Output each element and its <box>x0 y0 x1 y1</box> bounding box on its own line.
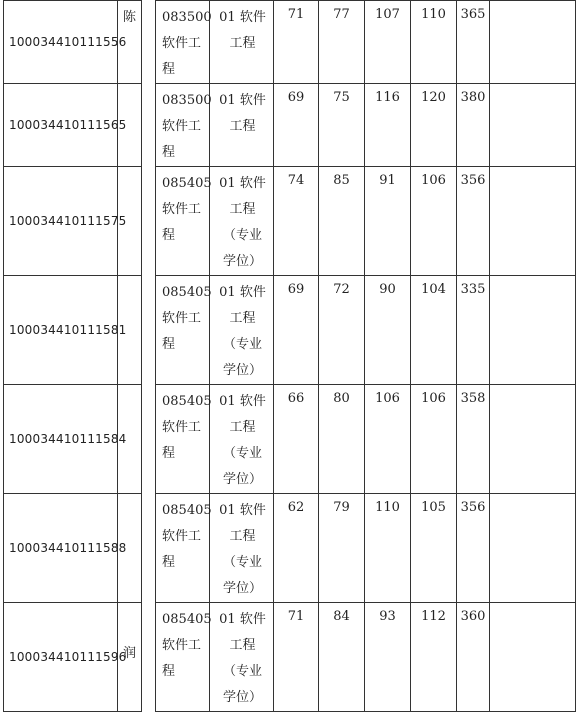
politics-score-cell: 71 <box>274 603 319 712</box>
table-body <box>4 1 576 712</box>
table-row <box>4 603 576 712</box>
table-row <box>4 84 576 167</box>
candidate-name-bottom <box>118 498 141 532</box>
major-name-line: 程 <box>162 145 176 160</box>
total-score-cell: 358 <box>457 385 490 494</box>
candidate-id-cell: 100034410111581 <box>4 276 118 385</box>
research-direction-line: （专业 <box>222 446 262 461</box>
research-direction-line: 工程 <box>229 638 256 653</box>
politics-score-cell: 69 <box>274 276 319 385</box>
major-name-line: 软件工 <box>162 119 202 134</box>
course2-score-cell: 106 <box>411 167 457 276</box>
english-score-cell: 77 <box>319 1 365 84</box>
remark-cell <box>490 1 576 84</box>
research-direction-line: 工程 <box>229 420 256 435</box>
research-direction-cell <box>210 84 274 167</box>
total-score-cell: 365 <box>457 1 490 84</box>
course1-score-cell: 116 <box>365 84 411 167</box>
research-direction-line: 学位） <box>222 254 262 269</box>
politics-score-cell: 74 <box>274 167 319 276</box>
politics-score-cell: 66 <box>274 385 319 494</box>
major-code: 085405 <box>162 612 212 627</box>
major-name-line: 程 <box>162 446 176 461</box>
english-score-cell: 80 <box>319 385 365 494</box>
redaction-gap-cell <box>142 385 156 494</box>
major-code: 083500 <box>162 10 212 25</box>
course1-score-cell: 106 <box>365 385 411 494</box>
major-name-line: 软件工 <box>162 529 202 544</box>
redaction-gap-cell <box>142 84 156 167</box>
major-code-cell <box>156 603 210 712</box>
remark-cell <box>490 167 576 276</box>
research-direction-line: 学位） <box>222 472 262 487</box>
candidate-id-cell: 100034410111596 <box>4 603 118 712</box>
research-direction-line: 工程 <box>229 36 256 51</box>
major-code-cell <box>156 385 210 494</box>
research-direction-cell <box>210 167 274 276</box>
course2-score-cell: 120 <box>411 84 457 167</box>
major-code: 085405 <box>162 394 212 409</box>
candidate-name-bottom <box>118 280 141 314</box>
major-name-line: 程 <box>162 62 176 77</box>
english-score-cell: 85 <box>319 167 365 276</box>
major-code-cell <box>156 494 210 603</box>
remark-cell <box>490 276 576 385</box>
major-name-line: 程 <box>162 337 176 352</box>
major-name-line: 软件工 <box>162 202 202 217</box>
redaction-gap-cell <box>142 603 156 712</box>
course2-score-cell: 105 <box>411 494 457 603</box>
candidate-id-cell: 100034410111565 <box>4 84 118 167</box>
course1-score-cell: 110 <box>365 494 411 603</box>
course1-score-cell: 90 <box>365 276 411 385</box>
research-direction-line: 01 软件 <box>219 285 266 300</box>
candidate-id-cell: 100034410111556 <box>4 1 118 84</box>
research-direction-line: （专业 <box>222 664 262 679</box>
research-direction-line: 01 软件 <box>219 503 266 518</box>
research-direction-line: （专业 <box>222 337 262 352</box>
total-score-cell: 360 <box>457 603 490 712</box>
candidate-name-bottom <box>118 171 141 205</box>
major-code-cell <box>156 276 210 385</box>
politics-score-cell: 71 <box>274 1 319 84</box>
research-direction-cell <box>210 276 274 385</box>
english-score-cell: 75 <box>319 84 365 167</box>
research-direction-line: 学位） <box>222 363 262 378</box>
table-row <box>4 494 576 603</box>
redaction-gap-cell <box>142 494 156 603</box>
redaction-gap-cell <box>142 167 156 276</box>
major-name-line: 程 <box>162 555 176 570</box>
major-name-line: 软件工 <box>162 36 202 51</box>
research-direction-line: 01 软件 <box>219 10 266 25</box>
candidate-name-top: 陈 <box>122 10 136 25</box>
candidate-name-bottom <box>118 389 141 423</box>
research-direction-line: 学位） <box>222 581 262 596</box>
research-direction-line: 工程 <box>229 311 256 326</box>
research-direction-cell <box>210 603 274 712</box>
major-name-line: 软件工 <box>162 638 202 653</box>
remark-cell <box>490 385 576 494</box>
major-code: 085405 <box>162 285 212 300</box>
total-score-cell: 356 <box>457 167 490 276</box>
redaction-gap-cell <box>142 1 156 84</box>
research-direction-line: 01 软件 <box>219 394 266 409</box>
major-code: 085405 <box>162 503 212 518</box>
table-row <box>4 167 576 276</box>
major-name-line: 软件工 <box>162 311 202 326</box>
politics-score-cell: 69 <box>274 84 319 167</box>
english-score-cell: 79 <box>319 494 365 603</box>
candidate-id-cell: 100034410111584 <box>4 385 118 494</box>
research-direction-cell <box>210 1 274 84</box>
research-direction-line: （专业 <box>222 555 262 570</box>
english-score-cell: 72 <box>319 276 365 385</box>
remark-cell <box>490 494 576 603</box>
major-code-cell <box>156 84 210 167</box>
total-score-cell: 380 <box>457 84 490 167</box>
research-direction-line: （专业 <box>222 228 262 243</box>
politics-score-cell: 62 <box>274 494 319 603</box>
course1-score-cell: 93 <box>365 603 411 712</box>
research-direction-line: 工程 <box>229 119 256 134</box>
major-name-line: 程 <box>162 664 176 679</box>
research-direction-cell <box>210 385 274 494</box>
research-direction-line: 01 软件 <box>219 176 266 191</box>
table-row <box>4 385 576 494</box>
table-row <box>4 276 576 385</box>
course2-score-cell: 112 <box>411 603 457 712</box>
english-score-cell: 84 <box>319 603 365 712</box>
research-direction-line: 学位） <box>222 690 262 705</box>
major-code-cell <box>156 167 210 276</box>
research-direction-cell <box>210 494 274 603</box>
major-name-line: 程 <box>162 228 176 243</box>
course1-score-cell: 107 <box>365 1 411 84</box>
research-direction-line: 工程 <box>229 202 256 217</box>
course2-score-cell: 106 <box>411 385 457 494</box>
course2-score-cell: 104 <box>411 276 457 385</box>
research-direction-line: 01 软件 <box>219 93 266 108</box>
research-direction-line: 01 软件 <box>219 612 266 627</box>
major-code: 085405 <box>162 176 212 191</box>
research-direction-line: 工程 <box>229 529 256 544</box>
major-code: 083500 <box>162 93 212 108</box>
redaction-gap-cell <box>142 276 156 385</box>
total-score-cell: 356 <box>457 494 490 603</box>
course2-score-cell: 110 <box>411 1 457 84</box>
major-code-cell <box>156 1 210 84</box>
admission-score-table <box>3 0 576 712</box>
course1-score-cell: 91 <box>365 167 411 276</box>
total-score-cell: 335 <box>457 276 490 385</box>
candidate-id-cell: 100034410111575 <box>4 167 118 276</box>
candidate-id-cell: 100034410111588 <box>4 494 118 603</box>
remark-cell <box>490 84 576 167</box>
candidate-name-bottom: 润 <box>122 646 136 661</box>
table-row <box>4 1 576 84</box>
major-name-line: 软件工 <box>162 420 202 435</box>
remark-cell <box>490 603 576 712</box>
